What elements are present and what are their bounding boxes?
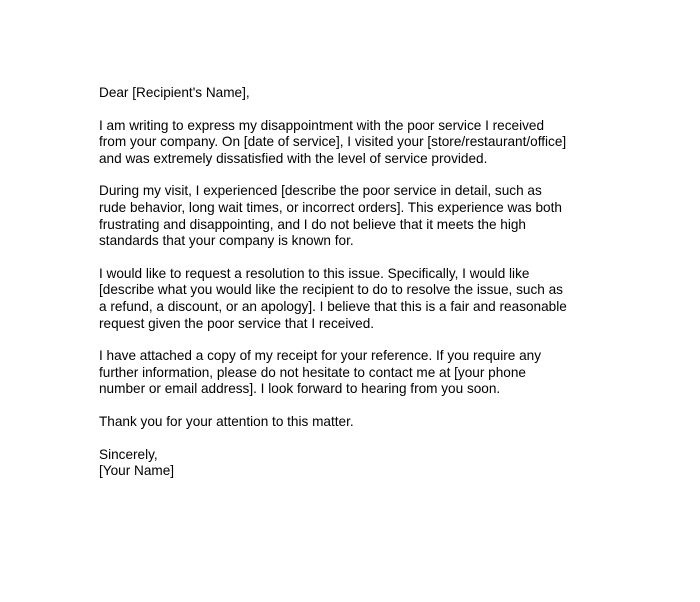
- signature-line: [Your Name]: [99, 463, 175, 479]
- paragraph-intro: [99, 118, 619, 168]
- text-line: from your company. On [date of service], I visited your [store/restaurant/office]: [99, 134, 567, 150]
- text-line: [describe what you would like the recipient to do to resolve the issue, such as: [99, 282, 563, 298]
- text-line: further information, please do not hesitate to contact me at [your phone: [99, 364, 526, 380]
- salutation-line: Dear [Recipient's Name],: [99, 85, 250, 100]
- letter-body: [99, 85, 619, 480]
- text-line: During my visit, I experienced [describe the poor service in detail, such as: [99, 183, 542, 199]
- closing-line: Sincerely,: [99, 446, 158, 462]
- text-line: I am writing to express my disappointment with the poor service I received: [99, 117, 545, 133]
- text-line: standards that your company is known for.: [99, 233, 354, 249]
- text-line: I have attached a copy of my receipt for your reference. If you require any: [99, 348, 542, 364]
- text-line: I would like to request a resolution to this issue. Specifically, I would like: [99, 265, 530, 281]
- text-line: and was extremely dissatisfied with the level of service provided.: [99, 150, 488, 166]
- text-line: a refund, a discount, or an apology]. I believe that this is a fair and reasonable: [99, 298, 567, 314]
- salutation: [99, 85, 619, 102]
- text-line: rude behavior, long wait times, or incorrect orders]. This experience was both: [99, 199, 562, 215]
- text-line: number or email address]. I look forward to hearing from you soon.: [99, 381, 501, 397]
- paragraph-attachment: [99, 348, 619, 398]
- text-line: frustrating and disappointing, and I do not believe that it meets the high: [99, 216, 526, 232]
- text-line: request given the poor service that I received.: [99, 315, 375, 331]
- text-line: Thank you for your attention to this matter.: [99, 413, 354, 429]
- paragraph-request: [99, 266, 619, 332]
- paragraph-thanks: [99, 414, 619, 431]
- closing-block: [99, 447, 619, 480]
- paragraph-experience: [99, 183, 619, 249]
